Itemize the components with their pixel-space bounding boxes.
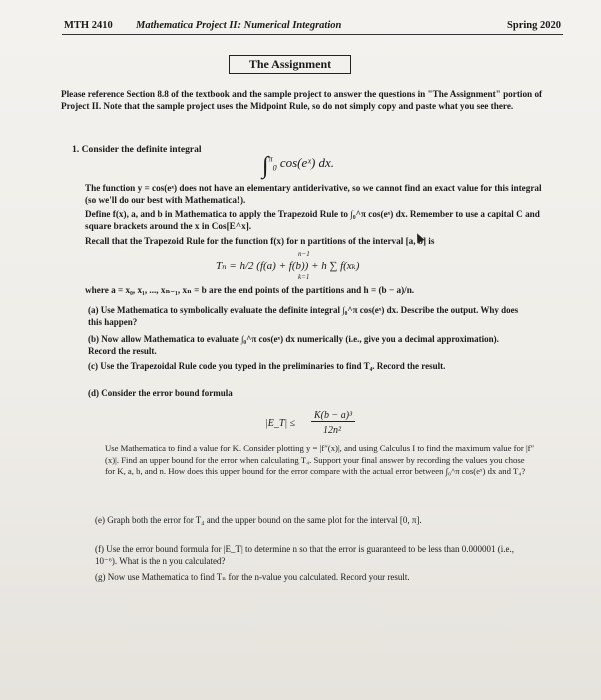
integrand: cos(eˣ) dx. [279,155,335,170]
part-e-label: (e) [95,515,105,525]
error-bound-numerator: K(b − a)³ [311,410,355,422]
definite-integral [262,153,334,180]
part-c-text: Use the Trapezoidal Rule code you typed in the preliminaries to find T₄. Record the result. [100,361,446,371]
part-d-label: (d) [88,388,99,398]
part-e-text: Graph both the error for T₄ and the upper bound on the same plot for the interval [0, π]. [107,515,422,525]
part-d [88,388,528,400]
question-1-label: 1. Consider the definite integral [72,144,202,155]
intro-paragraph: Please reference Section 8.8 of the textbook and the sample project to answer the questions in "The Assignment" portion of Project II. Note that the sample project uses the Midpoint Rule, so do not simply copy and paste what you see there. [61,89,543,111]
q1-paragraph-4: where a = x₀, x₁, ..., xₙ₋₁, xₙ = b are the end points of the partitions and h = (b − a)/n. [85,285,415,295]
term: Spring 2020 [507,20,561,31]
project-title: Mathematica Project II: Numerical Integration [136,20,342,31]
part-g-text: Now use Mathematica to find Tₙ for the n-value you calculated. Record your result. [107,572,410,582]
part-c [88,361,528,373]
q1-paragraph-3: Recall that the Trapezoid Rule for the function f(x) for n partitions of the interval [a, b] is [85,236,435,246]
sum-upper-limit: n−1 [298,250,310,258]
part-a [88,305,528,328]
part-e [95,515,535,527]
part-b-text: Now allow Mathematica to evaluate ∫₀^π cos(eˣ) dx numerically (i.e., give you a decimal approximation). Record the result. [88,334,499,356]
error-bound-denominator: 12n² [323,425,341,436]
sum-lower-limit: k=1 [298,273,310,281]
header-rule [62,34,563,35]
assignment-title: The Assignment [229,55,351,74]
part-g-label: (g) [95,572,106,582]
q1-paragraph-1: The function y = cos(eˣ) does not have an elementary antiderivative, so we cannot find an exact value for this integral (so we'll do our best with Mathematica!). [85,183,542,205]
integral-upper-limit: π [268,154,273,164]
integral-sign: ∫ [262,153,269,179]
part-d-text-body: Use Mathematica to find a value for K. Consider plotting y = |f″(x)|, and using Calculus I to find the maximum value for |f″(x)|. Find an upper bound for the error when calculating T₄. Support your final answer by recording the values you chose for K, a, b, and n. How does this upper bound for the error compare with the actual error between ∫₀^π cos(eˣ) dx and T₄? [105,443,535,476]
part-c-label: (c) [88,361,98,371]
part-f-text: Use the error bound formula for |E_T| to determine n so that the error is guaranteed to be less than 0.000001 (i.e., 10⁻⁶). What is the n you calculated? [95,544,514,566]
part-f [95,544,535,567]
part-a-text: Use Mathematica to symbolically evaluate the definite integral ∫₀^π cos(eˣ) dx. Describe the output. Why does this happen? [88,305,519,327]
integral-lower-limit: 0 [272,163,277,173]
part-a-label: (a) [88,305,99,315]
error-bound-lhs: |E_T| ≤ [265,418,296,429]
part-b-label: (b) [88,334,99,344]
part-b [88,334,528,357]
trapezoid-formula: Tₙ = h/2 (f(a) + f(b)) + h ∑ f(xₖ) [216,260,360,272]
part-f-label: (f) [95,544,104,554]
part-g [95,572,535,584]
q1-paragraph-2: Define f(x), a, and b in Mathematica to apply the Trapezoid Rule to ∫₀^π cos(eˣ) dx. Remember to use a capital C and square brackets around the x in Cos[E^x]. [85,209,540,231]
course-code: MTH 2410 [64,20,113,31]
part-d-text: Consider the error bound formula [101,388,233,398]
